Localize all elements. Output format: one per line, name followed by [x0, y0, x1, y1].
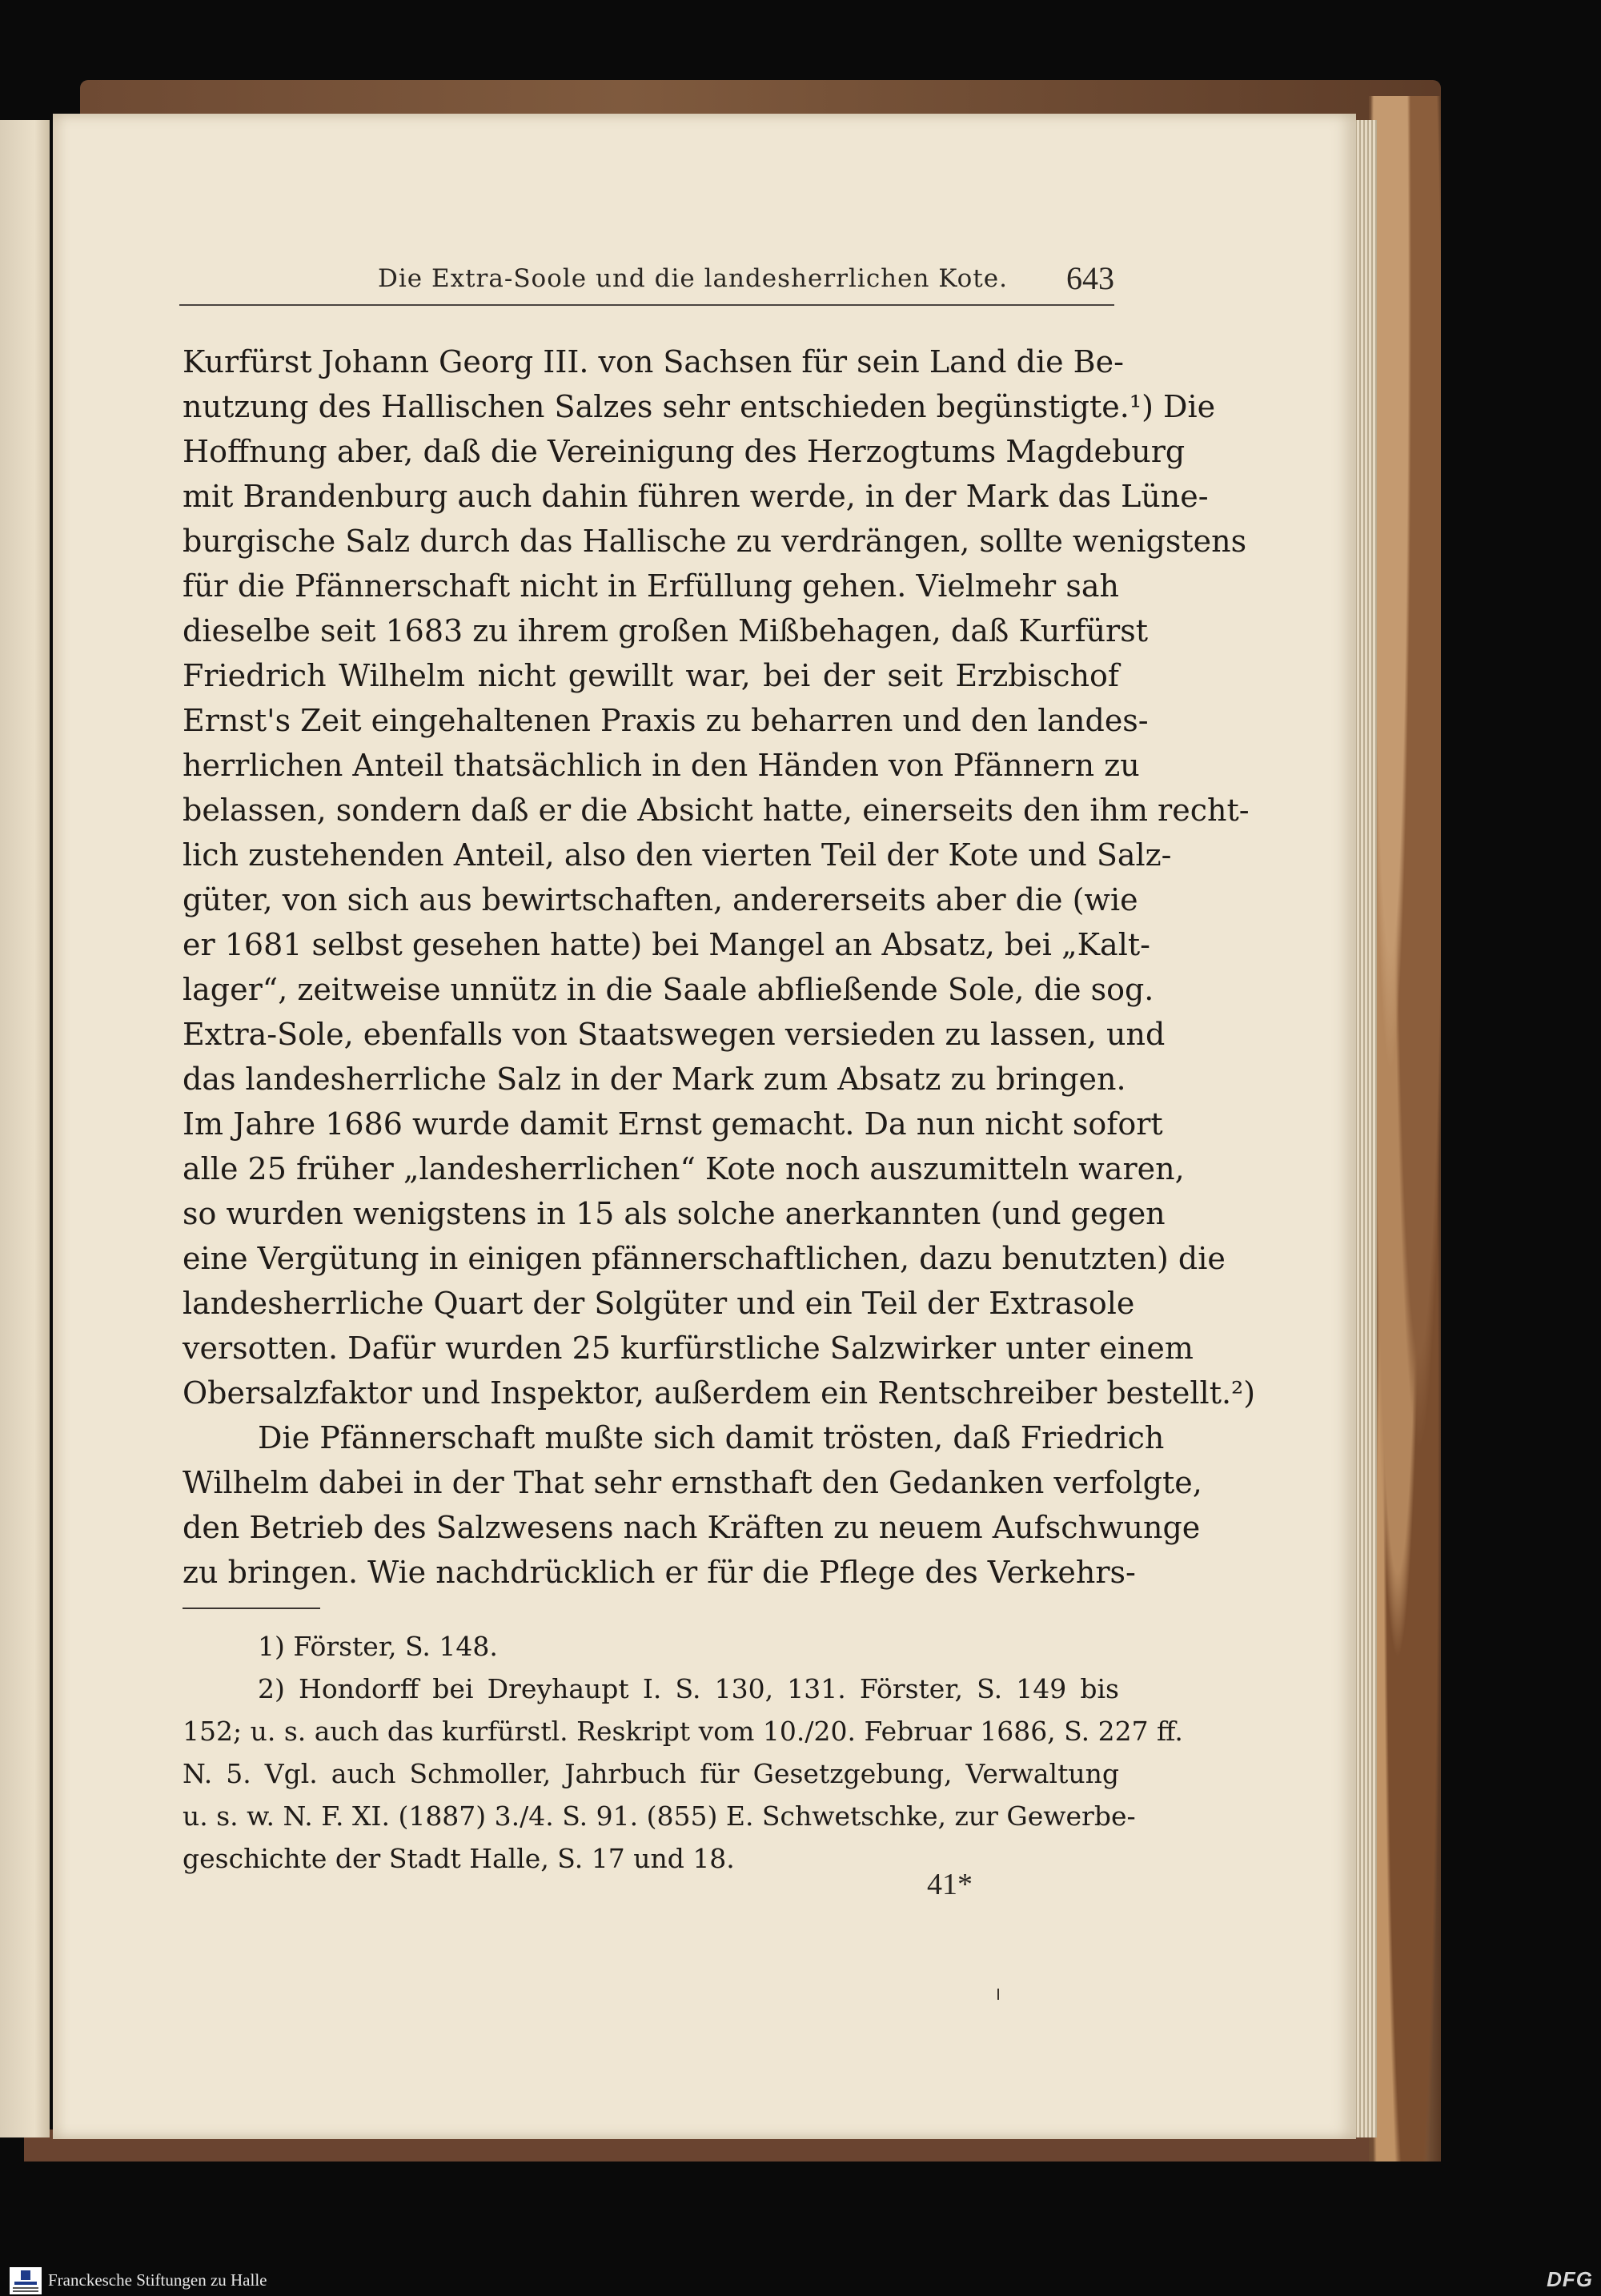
body-line: Die Pfännerschaft mußte sich damit trösten, daß Friedrich [258, 1420, 1165, 1455]
body-line: belassen, sondern daß er die Absicht hatte, einerseits den ihm recht- [183, 793, 1250, 828]
body-line: alle 25 früher „landesherrlichen“ Kote noch auszumitteln waren, [183, 1151, 1185, 1186]
running-head-title: Die Extra-Soole und die landesherrlichen Kote. [378, 264, 1008, 293]
body-line: lich zustehenden Anteil, also den vierten Teil der Kote und Salz- [183, 837, 1172, 873]
body-line: so wurden wenigstens in 15 als solche anerkannten (und gegen [183, 1196, 1166, 1231]
footnote-line: 152; u. s. auch das kurfürstl. Reskript vom 10./20. Februar 1686, S. 227 ff. [183, 1716, 1183, 1747]
body-line: Obersalzfaktor und Inspektor, außerdem ein Rentschreiber bestellt.²) [183, 1375, 1256, 1411]
footnote-line: 1) Förster, S. 148. [258, 1631, 498, 1662]
body-line: Extra-Sole, ebenfalls von Staatswegen versieden zu lassen, und [183, 1017, 1166, 1052]
body-line: dieselbe seit 1683 zu ihrem großen Mißbehagen, daß Kurfürst [183, 613, 1148, 648]
body-line: nutzung des Hallischen Salzes sehr entschieden begünstigte.¹) Die [183, 389, 1216, 424]
body-line: Kurfürst Johann Georg III. von Sachsen für sein Land die Be- [183, 344, 1124, 379]
page-mark [997, 1989, 999, 2000]
footnote-line: u. s. w. N. F. XI. (1887) 3./4. S. 91. (855) E. Schwetschke, zur Gewerbe- [183, 1800, 1136, 1832]
body-line: das landesherrliche Salz in der Mark zum Absatz zu bringen. [183, 1062, 1126, 1097]
body-line: für die Pfännerschaft nicht in Erfüllung gehen. Vielmehr sah [183, 568, 1119, 604]
institution-logo-icon [10, 2267, 42, 2294]
body-line: Ernst's Zeit eingehaltenen Praxis zu beharren und den landes- [183, 703, 1149, 738]
body-line: den Betrieb des Salzwesens nach Kräften zu neuem Aufschwunge [183, 1510, 1201, 1545]
body-line: Wilhelm dabei in der That sehr ernsthaft den Gedanken verfolgte, [183, 1465, 1202, 1500]
body-line: Im Jahre 1686 wurde damit Ernst gemacht. Da nun nicht sofort [183, 1106, 1163, 1142]
body-line: versotten. Dafür wurden 25 kurfürstliche Salzwirker unter einem [183, 1331, 1194, 1366]
footer-institution: Franckesche Stiftungen zu Halle [48, 2270, 267, 2290]
header-rule [179, 304, 1114, 306]
footnote-rule [183, 1608, 320, 1609]
footer-bar [0, 2264, 1601, 2296]
marbled-cover-edge [1369, 96, 1441, 2162]
body-line: mit Brandenburg auch dahin führen werde, in der Mark das Lüne- [183, 479, 1209, 514]
body-line: Friedrich Wilhelm nicht gewillt war, bei der seit Erzbischof [183, 658, 1119, 693]
body-line: zu bringen. Wie nachdrücklich er für die Pflege des Verkehrs- [183, 1555, 1136, 1590]
body-line: herrlichen Anteil thatsächlich in den Händen von Pfännern zu [183, 748, 1140, 783]
body-line: Hoffnung aber, daß die Vereinigung des Herzogtums Magdeburg [183, 434, 1186, 469]
signature-mark: 41* [927, 1868, 973, 1901]
dfg-logo: DFG [1547, 2267, 1593, 2291]
body-line: landesherrliche Quart der Solgüter und ein Teil der Extrasole [183, 1286, 1135, 1321]
body-line: er 1681 selbst gesehen hatte) bei Mangel an Absatz, bei „Kalt- [183, 927, 1150, 962]
body-line: burgische Salz durch das Hallische zu verdrängen, sollte wenigstens [183, 524, 1247, 559]
body-line: lager“, zeitweise unnütz in die Saale abfließende Sole, die sog. [183, 972, 1154, 1007]
body-line: eine Vergütung in einigen pfännerschaftlichen, dazu benutzten) die [183, 1241, 1226, 1276]
body-text [183, 339, 1256, 1595]
body-line: güter, von sich aus bewirtschaften, andererseits aber die (wie [183, 882, 1138, 917]
footnote-line: geschichte der Stadt Halle, S. 17 und 18. [183, 1843, 735, 1874]
footnotes [183, 1625, 1183, 1880]
page-number: 643 [1066, 260, 1114, 296]
footnote-line: N. 5. Vgl. auch Schmoller, Jahrbuch für Gesetzgebung, Verwaltung [183, 1758, 1119, 1789]
footnote-line: 2) Hondorff bei Dreyhaupt I. S. 130, 131. Förster, S. 149 bis [258, 1673, 1119, 1704]
running-head [179, 259, 1114, 307]
left-page-edge [0, 120, 50, 2137]
